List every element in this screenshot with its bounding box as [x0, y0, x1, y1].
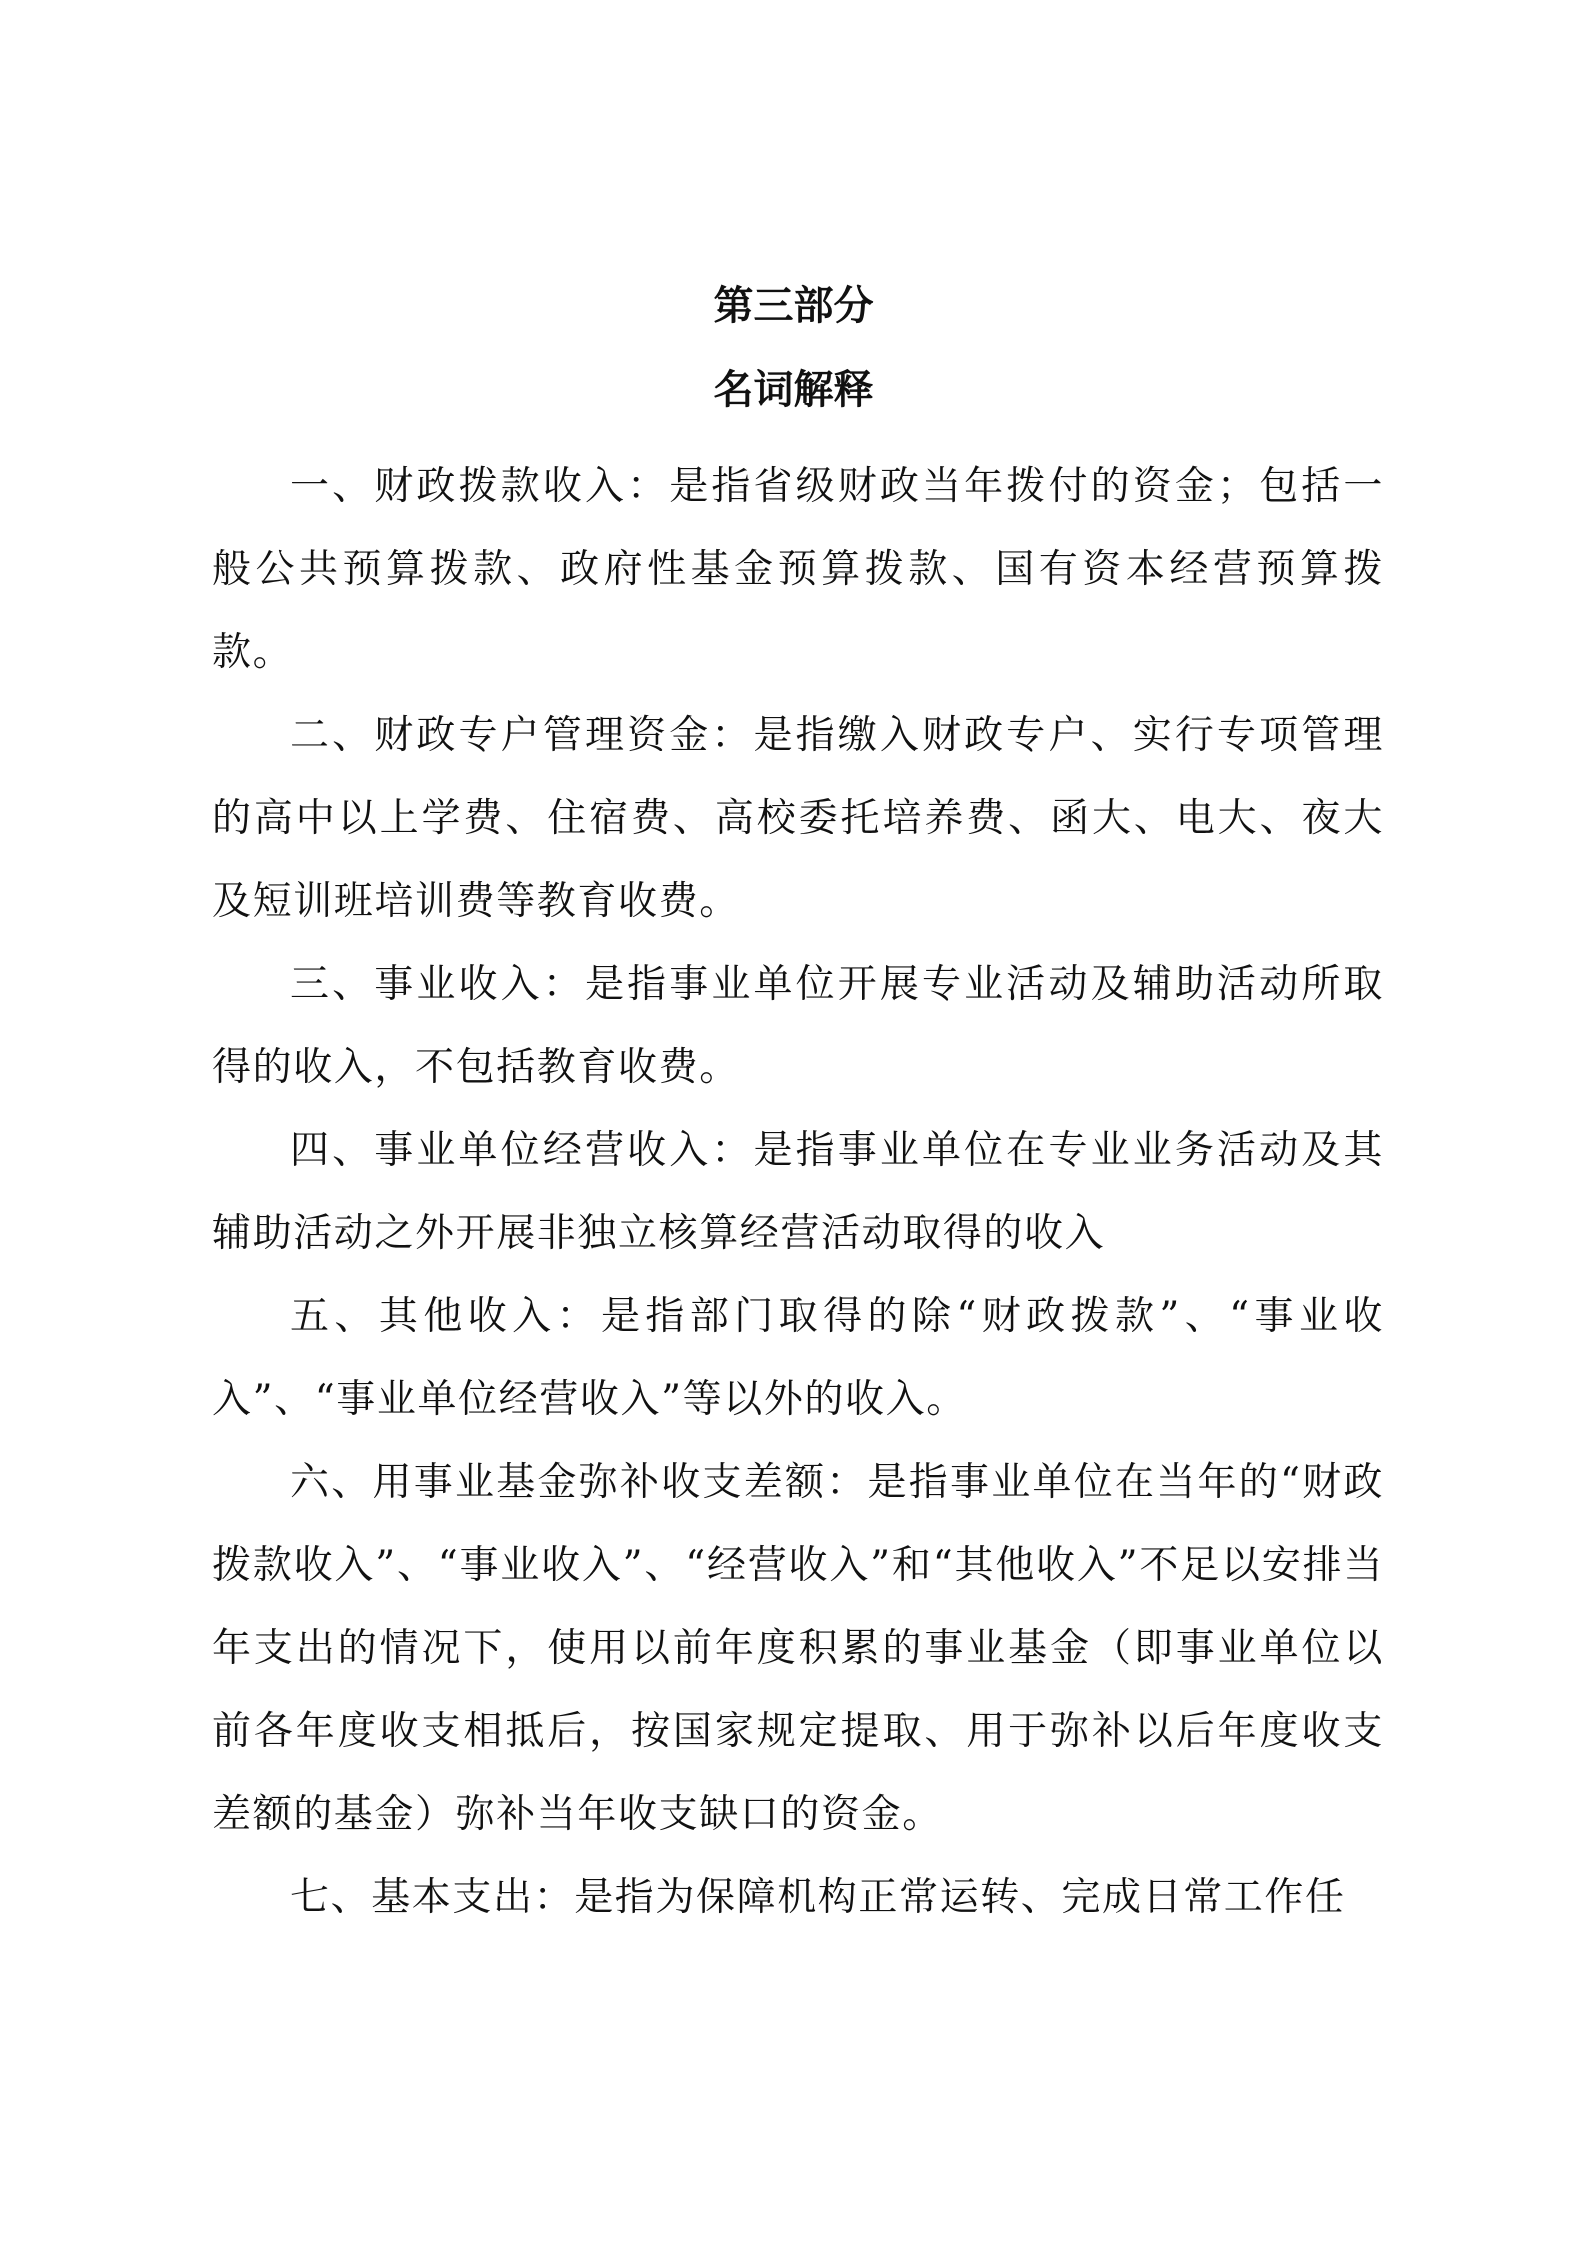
paragraph-5: 五、其他收入：是指部门取得的除“财政拨款”、“事业收入”、“事业单位经营收入”等以外的收入。: [212, 1294, 1384, 1422]
paragraph-2: 二、财政专户管理资金：是指缴入财政专户、实行专项管理的高中以上学费、住宿费、高校委托培养费、函大、电大、夜大及短训班培训费等教育收费。: [212, 713, 1384, 924]
section-title: 第三部分: [713, 283, 874, 329]
paragraph-4: 四、事业单位经营收入：是指事业单位在专业业务活动及其辅助活动之外开展非独立核算经营活动取得的收入: [212, 1128, 1384, 1256]
paragraph-1: 一、财政拨款收入：是指省级财政当年拨付的资金；包括一般公共预算拨款、政府性基金预算拨款、国有资本经营预算拨款。: [212, 464, 1384, 675]
paragraph-3: 三、事业收入：是指事业单位开展专业活动及辅助活动所取得的收入，不包括教育收费。: [212, 962, 1384, 1090]
section-subtitle: 名词解释: [713, 367, 874, 413]
paragraph-7: 七、基本支出：是指为保障机构正常运转、完成日常工作任: [290, 1875, 1346, 1920]
document-body: [212, 445, 1384, 1939]
paragraph-6: 六、用事业基金弥补收支差额：是指事业单位在当年的“财政拨款收入”、“事业收入”、“经营收入”和“其他收入”不足以安排当年支出的情况下，使用以前年度积累的事业基金（即事业单位以前各年度收支相抵后，按国家规定提取、用于弥补以后年度收支差额的基金）弥补当年收支缺口的资金。: [212, 1460, 1384, 1837]
